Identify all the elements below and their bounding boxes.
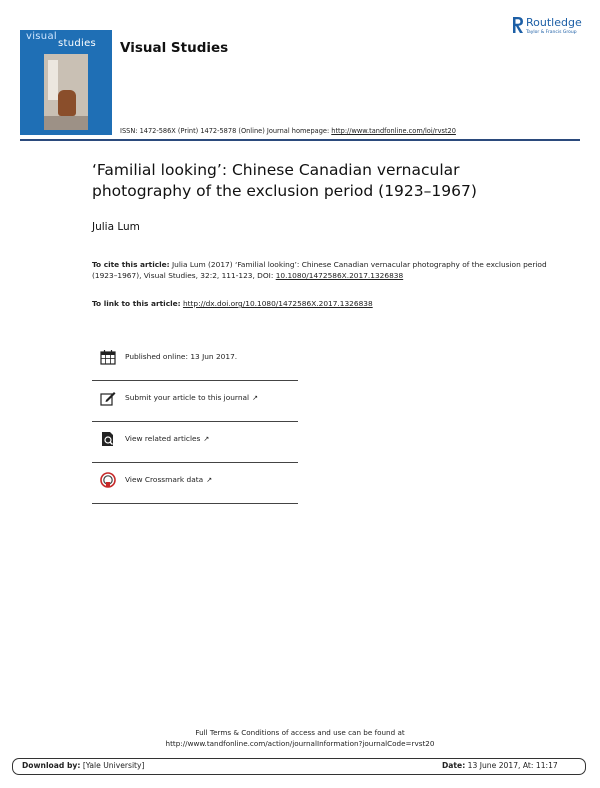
cover-photo-jar bbox=[58, 90, 76, 116]
related-articles-label: View related articles bbox=[125, 434, 201, 443]
journal-cover-image bbox=[20, 30, 112, 135]
header-divider bbox=[20, 139, 580, 141]
cover-photo-shelf bbox=[44, 116, 88, 130]
citation-block bbox=[92, 259, 572, 281]
terms-url[interactable]: http://www.tandfonline.com/action/journalInformation?journalCode=rvst20 bbox=[165, 739, 435, 748]
link-block bbox=[92, 299, 572, 308]
download-date-label: Date: bbox=[442, 761, 466, 770]
related-articles-row[interactable] bbox=[92, 422, 298, 463]
edit-icon bbox=[100, 390, 116, 406]
citation-doi-link[interactable]: 10.1080/1472586X.2017.1326838 bbox=[275, 271, 404, 281]
issn-line bbox=[120, 127, 456, 135]
journal-homepage-link[interactable]: http://www.tandfonline.com/loi/rvst20 bbox=[331, 127, 456, 135]
published-online-text: Published online: 13 Jun 2017. bbox=[125, 352, 238, 361]
calendar-icon bbox=[100, 349, 116, 365]
cover-photo-towel bbox=[48, 60, 58, 100]
publisher-sub: Taylor & Francis Group bbox=[526, 30, 577, 35]
publisher-logo bbox=[512, 16, 592, 42]
citation-text: Julia Lum (2017) ‘Familial looking’: Chinese Canadian vernacular photography of the exclusion period (1923–1967), Visual Studies, 32:2, 111-123, DOI: bbox=[92, 260, 547, 281]
article-actions-list bbox=[92, 340, 298, 504]
published-online-row bbox=[92, 340, 298, 381]
submit-article-row[interactable] bbox=[92, 381, 298, 422]
crossmark-icon bbox=[100, 472, 116, 488]
download-footer bbox=[12, 758, 586, 775]
submit-article-link[interactable] bbox=[125, 393, 258, 402]
terms-block bbox=[0, 727, 600, 749]
crossmark-row[interactable] bbox=[92, 463, 298, 504]
crossmark-link[interactable] bbox=[125, 475, 212, 484]
citation-label: To cite this article: bbox=[92, 260, 170, 269]
terms-line: Full Terms & Conditions of access and use can be found at bbox=[195, 728, 405, 737]
related-articles-icon bbox=[100, 431, 116, 447]
external-link-icon: ↗ bbox=[203, 435, 210, 443]
downloaded-by-value: [Yale University] bbox=[82, 761, 145, 770]
related-articles-link[interactable] bbox=[125, 434, 209, 443]
download-date bbox=[442, 761, 558, 770]
download-date-value: 13 June 2017, At: 11:17 bbox=[467, 761, 558, 770]
routledge-logo-icon bbox=[512, 16, 524, 34]
journal-name: Visual Studies bbox=[120, 40, 229, 56]
article-author: Julia Lum bbox=[92, 221, 140, 233]
link-label: To link to this article: bbox=[92, 299, 181, 308]
downloaded-by bbox=[22, 761, 145, 770]
article-doi-link[interactable]: http://dx.doi.org/10.1080/1472586X.2017.1326838 bbox=[182, 299, 373, 308]
article-title: ‘Familial looking’: Chinese Canadian vernacular photography of the exclusion period (1923–1967) bbox=[92, 161, 477, 200]
cover-title-line2: studies bbox=[58, 38, 97, 49]
external-link-icon: ↗ bbox=[206, 476, 213, 484]
external-link-icon: ↗ bbox=[252, 394, 258, 402]
downloaded-by-label: Download by: bbox=[22, 761, 81, 770]
issn-text: ISSN: 1472-586X (Print) 1472-5878 (Online) Journal homepage: bbox=[120, 127, 330, 135]
submit-article-label: Submit your article to this journal bbox=[125, 393, 250, 402]
crossmark-label: View Crossmark data bbox=[125, 475, 204, 484]
publisher-name: Routledge bbox=[526, 16, 582, 29]
cover-title-line1: visual bbox=[26, 31, 57, 42]
